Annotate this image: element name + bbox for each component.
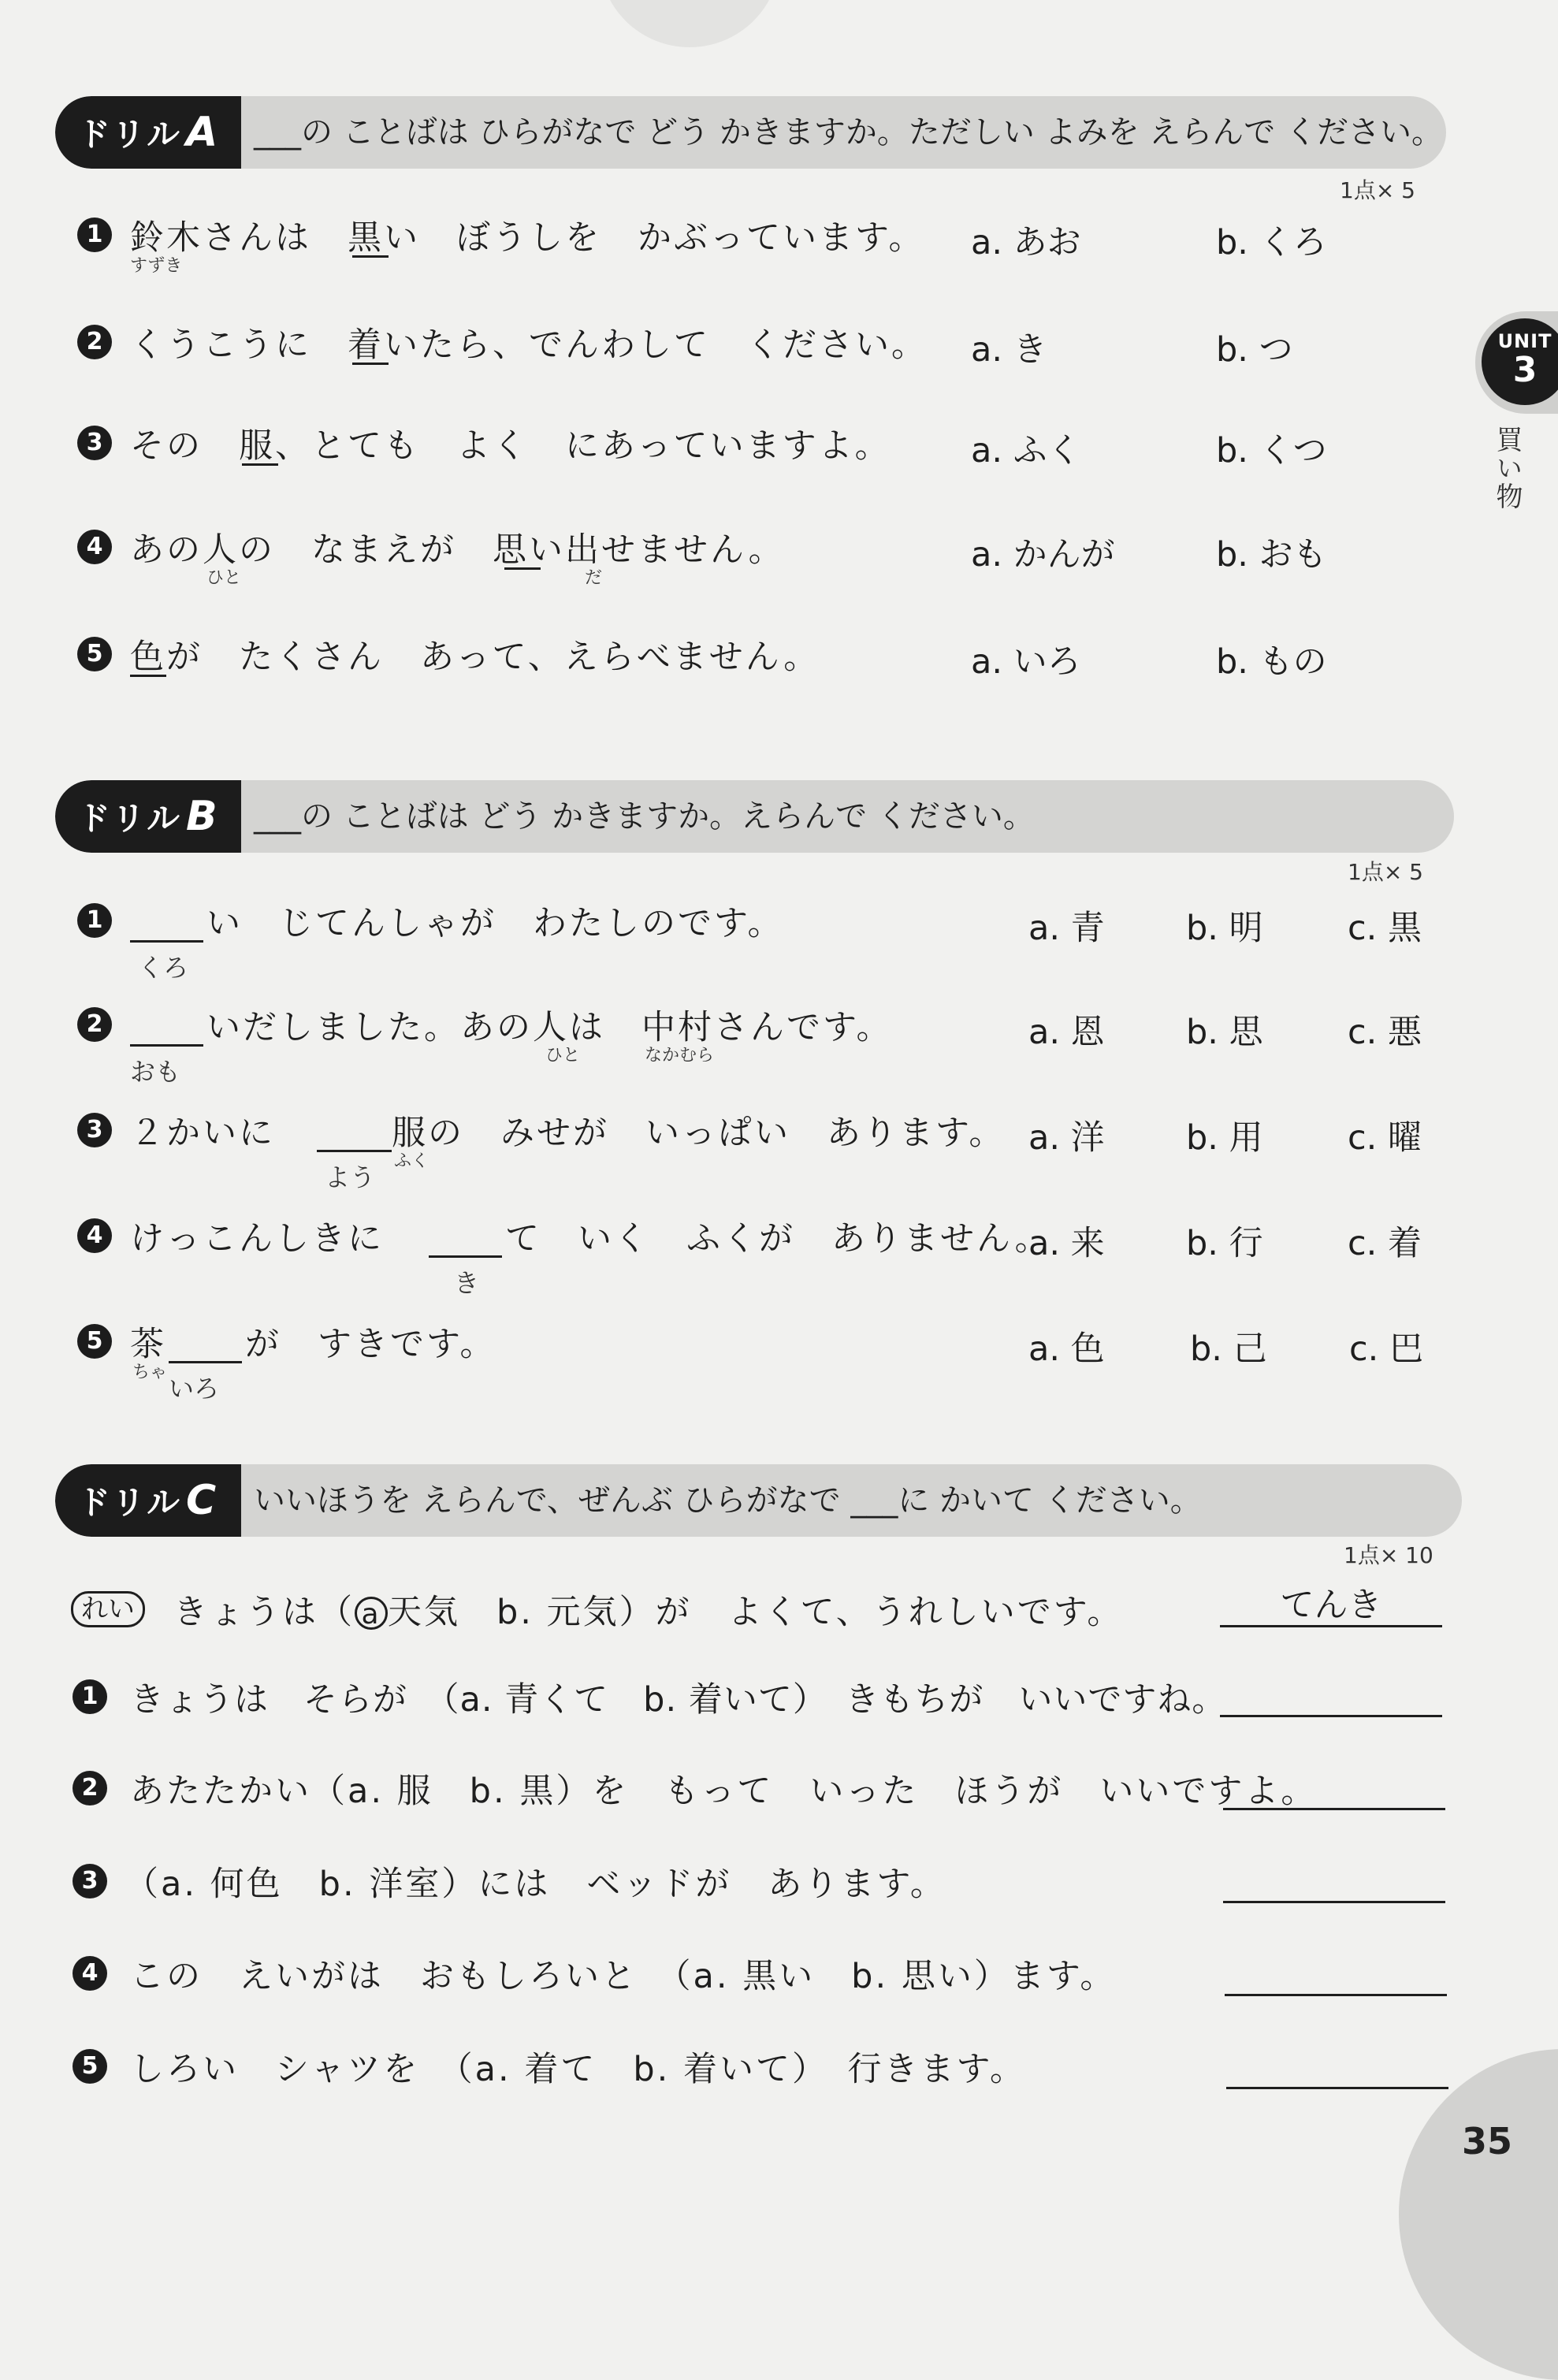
choice-c[interactable]: c. 着 — [1348, 1224, 1422, 1263]
furigana: だ — [585, 568, 603, 588]
drill-c-header — [55, 1464, 1462, 1537]
choice-b[interactable]: b. 行 — [1186, 1224, 1263, 1263]
furigana: ちゃ — [132, 1363, 168, 1382]
question-text-prefix: 茶 — [130, 1325, 166, 1364]
target-underline — [504, 567, 541, 570]
choice-c[interactable]: c. 黒 — [1348, 909, 1422, 948]
choice-b[interactable]: b. 用 — [1186, 1118, 1263, 1158]
answer-blank — [130, 1044, 203, 1047]
example-tag: れい — [71, 1591, 145, 1627]
unit-number: 3 — [1512, 350, 1538, 390]
furigana: ひと — [206, 568, 242, 588]
question-text: 色が たくさん あって、えらべません。 — [130, 638, 820, 677]
choice-a[interactable]: a. ふく — [971, 431, 1081, 470]
question-text: 服の みせが いっぱい あります。 — [392, 1114, 1006, 1153]
question-number: 3 — [77, 426, 112, 460]
decorative-circle — [599, 0, 780, 47]
choice-b[interactable]: b. くつ — [1216, 431, 1327, 470]
circled-choice-icon: a — [355, 1597, 388, 1630]
drill-a-instruction: ___の ことばは ひらがなで どう かきますか。ただしい よみを えらんで ください。 — [254, 114, 1444, 151]
answer-line — [1220, 1625, 1442, 1627]
drill-b-instruction: ___の ことばは どう かきますか。えらんで ください。 — [254, 798, 1035, 835]
drill-b-tag: ドリル B — [55, 780, 241, 853]
question-number: 5 — [77, 637, 112, 671]
choice-b[interactable]: b. もの — [1216, 642, 1327, 682]
drill-b-score: 1点× 5 — [1348, 859, 1423, 885]
question-number: 1 — [77, 903, 112, 938]
question-text-prefix: ２かいに — [130, 1114, 311, 1153]
drill-c-instruction: いいほうを えらんで、ぜんぶ ひらがなで ___に かいて ください。 — [254, 1482, 1202, 1519]
choice-a[interactable]: a. 青 — [1028, 909, 1105, 948]
page-corner-decoration — [1399, 2049, 1558, 2380]
question-text: て いく ふくが ありません。 — [505, 1219, 1051, 1259]
answer-blank — [130, 940, 203, 943]
unit-title: 買い物 — [1491, 426, 1523, 511]
choice-a[interactable]: a. き — [971, 330, 1047, 370]
question-number: 4 — [77, 1218, 112, 1253]
furigana: なかむら — [645, 1046, 715, 1065]
question-text: いだしました。あの人は 中村さんです。 — [206, 1008, 893, 1047]
choice-b[interactable]: b. おも — [1216, 535, 1327, 575]
choice-a[interactable]: a. 恩 — [1028, 1013, 1105, 1052]
question-number: 3 — [73, 1864, 107, 1898]
question-number: 1 — [73, 1679, 107, 1714]
question-text: しろい シャツを （a. 着て b. 着いて） 行きます。 — [130, 2050, 1027, 2089]
question-text: くうこうに 着いたら、でんわして ください。 — [130, 325, 928, 365]
choice-a[interactable]: a. 色 — [1028, 1329, 1105, 1369]
choice-a[interactable]: a. 来 — [1028, 1224, 1105, 1263]
blank-reading: くろ — [138, 953, 189, 983]
blank-reading: よう — [325, 1162, 376, 1192]
choice-b[interactable]: b. 己 — [1190, 1329, 1267, 1369]
answer-line[interactable] — [1223, 1808, 1445, 1810]
question-number: 2 — [73, 1771, 107, 1805]
drill-c-score: 1点× 10 — [1344, 1542, 1433, 1568]
question-number: 2 — [77, 325, 112, 359]
choice-b[interactable]: b. 明 — [1186, 909, 1263, 948]
answer-blank — [429, 1255, 502, 1258]
blank-reading: き — [454, 1268, 480, 1298]
choice-a[interactable]: a. いろ — [971, 642, 1081, 682]
question-text: あの人の なまえが 思い出せません。 — [130, 530, 785, 570]
furigana: ふく — [394, 1151, 429, 1171]
furigana: すずき — [130, 256, 183, 276]
answer-line[interactable] — [1225, 1994, 1447, 1996]
blank-reading: おも — [130, 1057, 181, 1087]
question-text: い じてんしゃが わたしのです。 — [206, 904, 784, 943]
question-text-prefix: けっこんしきに — [130, 1219, 420, 1259]
furigana: ひと — [545, 1046, 581, 1065]
question-number: 5 — [73, 2049, 107, 2084]
question-text: きょうは そらが （a. 青くて b. 着いて） きもちが いいですね。 — [130, 1680, 1227, 1720]
question-text: その 服、とても よく にあっていますよ。 — [130, 426, 891, 466]
question-number: 4 — [73, 1956, 107, 1991]
drill-c-tag: ドリル C — [55, 1464, 241, 1537]
target-underline — [352, 255, 389, 258]
drill-a-tag: ドリル A — [55, 96, 241, 169]
question-number: 4 — [77, 530, 112, 564]
blank-reading: いろ — [169, 1374, 220, 1404]
unit-label: UNIT — [1497, 330, 1552, 352]
target-underline — [352, 363, 389, 365]
answer-blank — [169, 1361, 242, 1363]
question-text: 鈴木さんは 黒い ぼうしを かぶっています。 — [130, 218, 925, 258]
question-number: 5 — [77, 1324, 112, 1359]
choice-b[interactable]: b. つ — [1216, 330, 1293, 370]
drill-a-header — [55, 96, 1446, 169]
drill-b-header — [55, 780, 1454, 853]
question-text: あたたかい（a. 服 b. 黒）を もって いった ほうが いいですよ。 — [130, 1772, 1318, 1811]
answer-line[interactable] — [1220, 1715, 1442, 1717]
choice-c[interactable]: c. 悪 — [1348, 1013, 1422, 1052]
choice-b[interactable]: b. くろ — [1216, 223, 1327, 262]
choice-b[interactable]: b. 思 — [1186, 1013, 1263, 1052]
question-text: （a. 何色 b. 洋室）には ベッドが あります。 — [125, 1865, 946, 1904]
choice-c[interactable]: c. 曜 — [1348, 1118, 1422, 1158]
answer-blank — [317, 1150, 392, 1152]
question-number: 1 — [77, 218, 112, 252]
choice-a[interactable]: a. あお — [971, 223, 1081, 262]
page-number: 35 — [1462, 2120, 1513, 2162]
question-number: 2 — [77, 1007, 112, 1042]
example-text: きょうは（ a 天気 b. 元気）が よくて、うれしいです。 — [173, 1593, 1124, 1632]
answer-line[interactable] — [1223, 1901, 1445, 1903]
choice-a[interactable]: a. かんが — [971, 535, 1115, 575]
target-underline — [130, 675, 166, 677]
question-text: この えいがは おもしろいと （a. 黒い b. 思い）ます。 — [130, 1957, 1117, 1996]
question-number: 3 — [77, 1113, 112, 1147]
target-underline — [242, 463, 278, 466]
example-answer: てんき — [1280, 1586, 1382, 1625]
choice-a[interactable]: a. 洋 — [1028, 1118, 1105, 1158]
drill-a-score: 1点× 5 — [1340, 177, 1415, 203]
question-text: が すきです。 — [245, 1325, 496, 1364]
choice-c[interactable]: c. 巴 — [1349, 1329, 1423, 1369]
answer-line[interactable] — [1226, 2087, 1448, 2089]
